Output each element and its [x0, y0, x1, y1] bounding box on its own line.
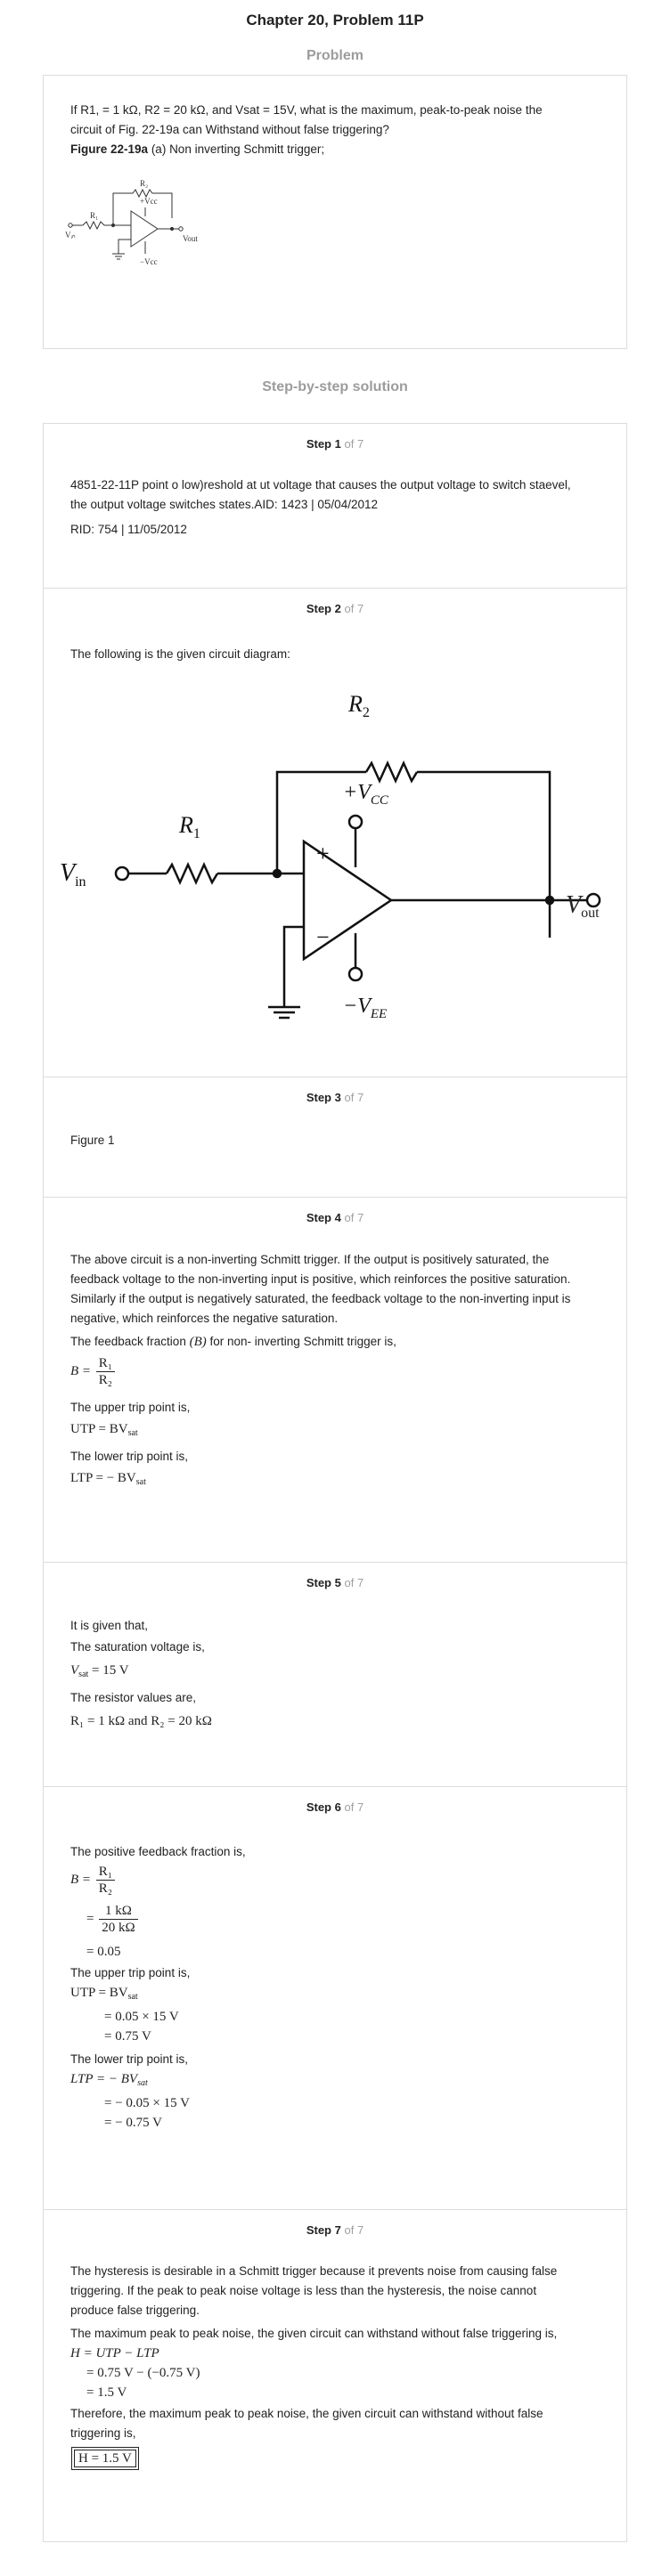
step-7-line-2: triggering. If the peak to peak noise voltage is less than the hysteresis, the noise cannot — [70, 2284, 537, 2297]
step-1-header — [44, 435, 626, 454]
step-2-header — [44, 599, 626, 619]
step-3-header — [44, 1088, 626, 1108]
small-vee-label: −Vcc — [140, 257, 158, 266]
figure-caption — [70, 140, 600, 159]
problem-text-line-2: circuit of Fig. 22-19a can Withstand without false triggering? — [70, 123, 389, 136]
step-7-line-4: The maximum peak to peak noise, the given circuit can withstand without false triggering is, — [70, 2327, 558, 2340]
step-7-line-1: The hysteresis is desirable in a Schmitt trigger because it prevents noise from causing false — [70, 2264, 558, 2278]
step-1-line-2: the output voltage switches states.AID: 1423 | 05/04/2012 — [70, 498, 378, 511]
step-5-card — [43, 1562, 627, 1787]
small-r1-label: R₁ — [90, 211, 99, 220]
step-2-card — [43, 588, 627, 1077]
step-number: 4 — [334, 1211, 341, 1224]
small-vcc-label: +Vcc — [140, 197, 158, 206]
step-number: 2 — [334, 602, 341, 615]
small-r2-label: R₂ — [140, 179, 149, 188]
problem-card — [43, 75, 627, 349]
step-4-header — [44, 1208, 626, 1228]
step-of: of 7 — [344, 2223, 364, 2237]
eq-b-fraction: B = $\frac{\text{R₁}}{\text{R₂}}$ — [70, 1864, 600, 1903]
eq-b-values: = $\frac{1 k\Omega}{20 k\Omega}$ — [70, 1903, 600, 1942]
step-7-header — [44, 2221, 626, 2240]
step-6-header — [44, 1798, 626, 1817]
step-number: 5 — [334, 1576, 341, 1589]
step-of: of 7 — [344, 1211, 364, 1224]
plus-sign: + — [316, 841, 330, 866]
problem-text-line-1: If R1, = 1 kΩ, R2 = 20 kΩ, and Vsat = 15V, what is the maximum, peak-to-peak noise the — [70, 103, 543, 117]
step-4-line-1: The above circuit is a non-inverting Schmitt trigger. If the output is positively saturated, the — [70, 1253, 550, 1266]
step-4-line-6: The upper trip point is, — [70, 1401, 191, 1414]
eq-utp: UTP = $BV_{sat}$ — [70, 1422, 138, 1438]
step-number: 6 — [334, 1800, 341, 1814]
eq-utp-3: = 0.75 V — [104, 2029, 151, 2044]
figure-1-label: Figure 1 — [70, 1134, 115, 1147]
step-word: Step — [306, 602, 331, 615]
step-number: 1 — [334, 437, 341, 451]
solution-section-title: Step-by-step solution — [262, 379, 408, 394]
step-6-line-3: The lower trip point is, — [70, 2052, 189, 2066]
step-1-card — [43, 423, 627, 589]
step-of: of 7 — [344, 1091, 364, 1104]
step-7-card — [43, 2209, 627, 2542]
step-5-line-2: The saturation voltage is, — [70, 1640, 205, 1654]
problem-schematic — [63, 172, 250, 323]
step-1-line-3: RID: 754 | 11/05/2012 — [70, 523, 187, 536]
circuit-diagram — [61, 660, 560, 1034]
eq-h-1: H = UTP − LTP — [70, 2346, 159, 2361]
small-vin-label: Vᵢₙ — [65, 231, 76, 240]
step-word: Step — [306, 1091, 331, 1104]
vout-label: Vout — [566, 891, 600, 921]
step-word: Step — [306, 2223, 331, 2237]
figure-caption-text: (a) Non inverting Schmitt trigger; — [151, 142, 325, 156]
step-1-line-1: 4851-22-11P point o low)reshold at ut voltage that causes the output voltage to switch staevel, — [70, 478, 571, 492]
eq-utp-1: UTP = $BV_{sat}$ — [70, 1986, 138, 2002]
step-number: 7 — [334, 2223, 341, 2237]
step-7-line-6: triggering is, — [70, 2426, 136, 2440]
step-word: Step — [306, 1211, 331, 1224]
step-of: of 7 — [344, 1800, 364, 1814]
eq-utp-2: = 0.05 × 15 V — [104, 2010, 179, 2024]
r2-label: $R_2$ — [348, 691, 370, 720]
step-4-line-7: The lower trip point is, — [70, 1450, 189, 1463]
eq-resistors: R₁ = 1 kΩ and R₂ = 20 kΩ — [70, 1714, 212, 1728]
step-4-line-5: The feedback fraction (B) for non- inverting Schmitt trigger is, — [70, 1335, 396, 1349]
eq-vsat: $V_{sat} = 15$ V — [70, 1663, 129, 1679]
step-7-line-3: produce false triggering. — [70, 2304, 200, 2317]
eq-h-2: = 0.75 V − (−0.75 V) — [86, 2366, 200, 2380]
vee-label: $-V_{EE}$ — [343, 995, 388, 1021]
vcc-label: $+V_{CC}$ — [343, 781, 388, 808]
step-of: of 7 — [344, 602, 364, 615]
small-vout-label: Vout — [183, 234, 198, 243]
step-4-line-4: negative, which reinforces the negative saturation. — [70, 1312, 339, 1325]
r1-label: $R_1$ — [179, 812, 200, 841]
step-of: of 7 — [344, 437, 364, 451]
step-word: Step — [306, 1576, 331, 1589]
eq-ltp-3: = − 0.75 V — [104, 2116, 162, 2130]
step-5-line-3: The resistor values are, — [70, 1691, 197, 1704]
final-answer-box: H = 1.5 V — [74, 2450, 136, 2467]
step-7-line-5: Therefore, the maximum peak to peak noise, the given circuit can withstand without false — [70, 2407, 543, 2420]
eq-h-3: = 1.5 V — [86, 2385, 127, 2400]
eq-ltp: LTP = − $BV_{sat}$ — [70, 1471, 146, 1487]
step-of: of 7 — [344, 1576, 364, 1589]
minus-sign: − — [316, 924, 330, 950]
step-2-intro: The following is the given circuit diagram: — [70, 647, 290, 661]
eq-ltp-1: LTP = − $BV_{sat}$ — [70, 2072, 148, 2088]
step-4-line-3: Similarly if the output is negatively saturated, the feedback voltage to the non-inverting input is — [70, 1292, 571, 1305]
page-title: Chapter 20, Problem 11P — [246, 12, 424, 28]
step-5-line-1: It is given that, — [70, 1619, 149, 1632]
step-number: 3 — [334, 1091, 341, 1104]
step-4-card — [43, 1197, 627, 1563]
figure-label: Figure 22-19a — [70, 142, 149, 156]
eq-ltp-2: = − 0.05 × 15 V — [104, 2096, 190, 2110]
step-word: Step — [306, 1800, 331, 1814]
vin-label: $V_{in}$ — [60, 859, 86, 890]
eq-b-result: = 0.05 — [86, 1945, 121, 1959]
step-3-card — [43, 1077, 627, 1198]
step-4-line-2: feedback voltage to the non-inverting input is positive, which reinforces the positive saturation. — [70, 1272, 571, 1286]
eq-feedback-fraction: B = $\frac{\text{R₁}}{\text{R₂}}$ — [70, 1355, 600, 1396]
step-6-line-1: The positive feedback fraction is, — [70, 1845, 246, 1858]
output-node — [546, 897, 553, 904]
step-word: Step — [306, 437, 331, 451]
step-6-line-2: The upper trip point is, — [70, 1966, 191, 1979]
problem-section-title: Problem — [306, 48, 364, 63]
step-6-card — [43, 1786, 627, 2210]
step-5-header — [44, 1573, 626, 1593]
